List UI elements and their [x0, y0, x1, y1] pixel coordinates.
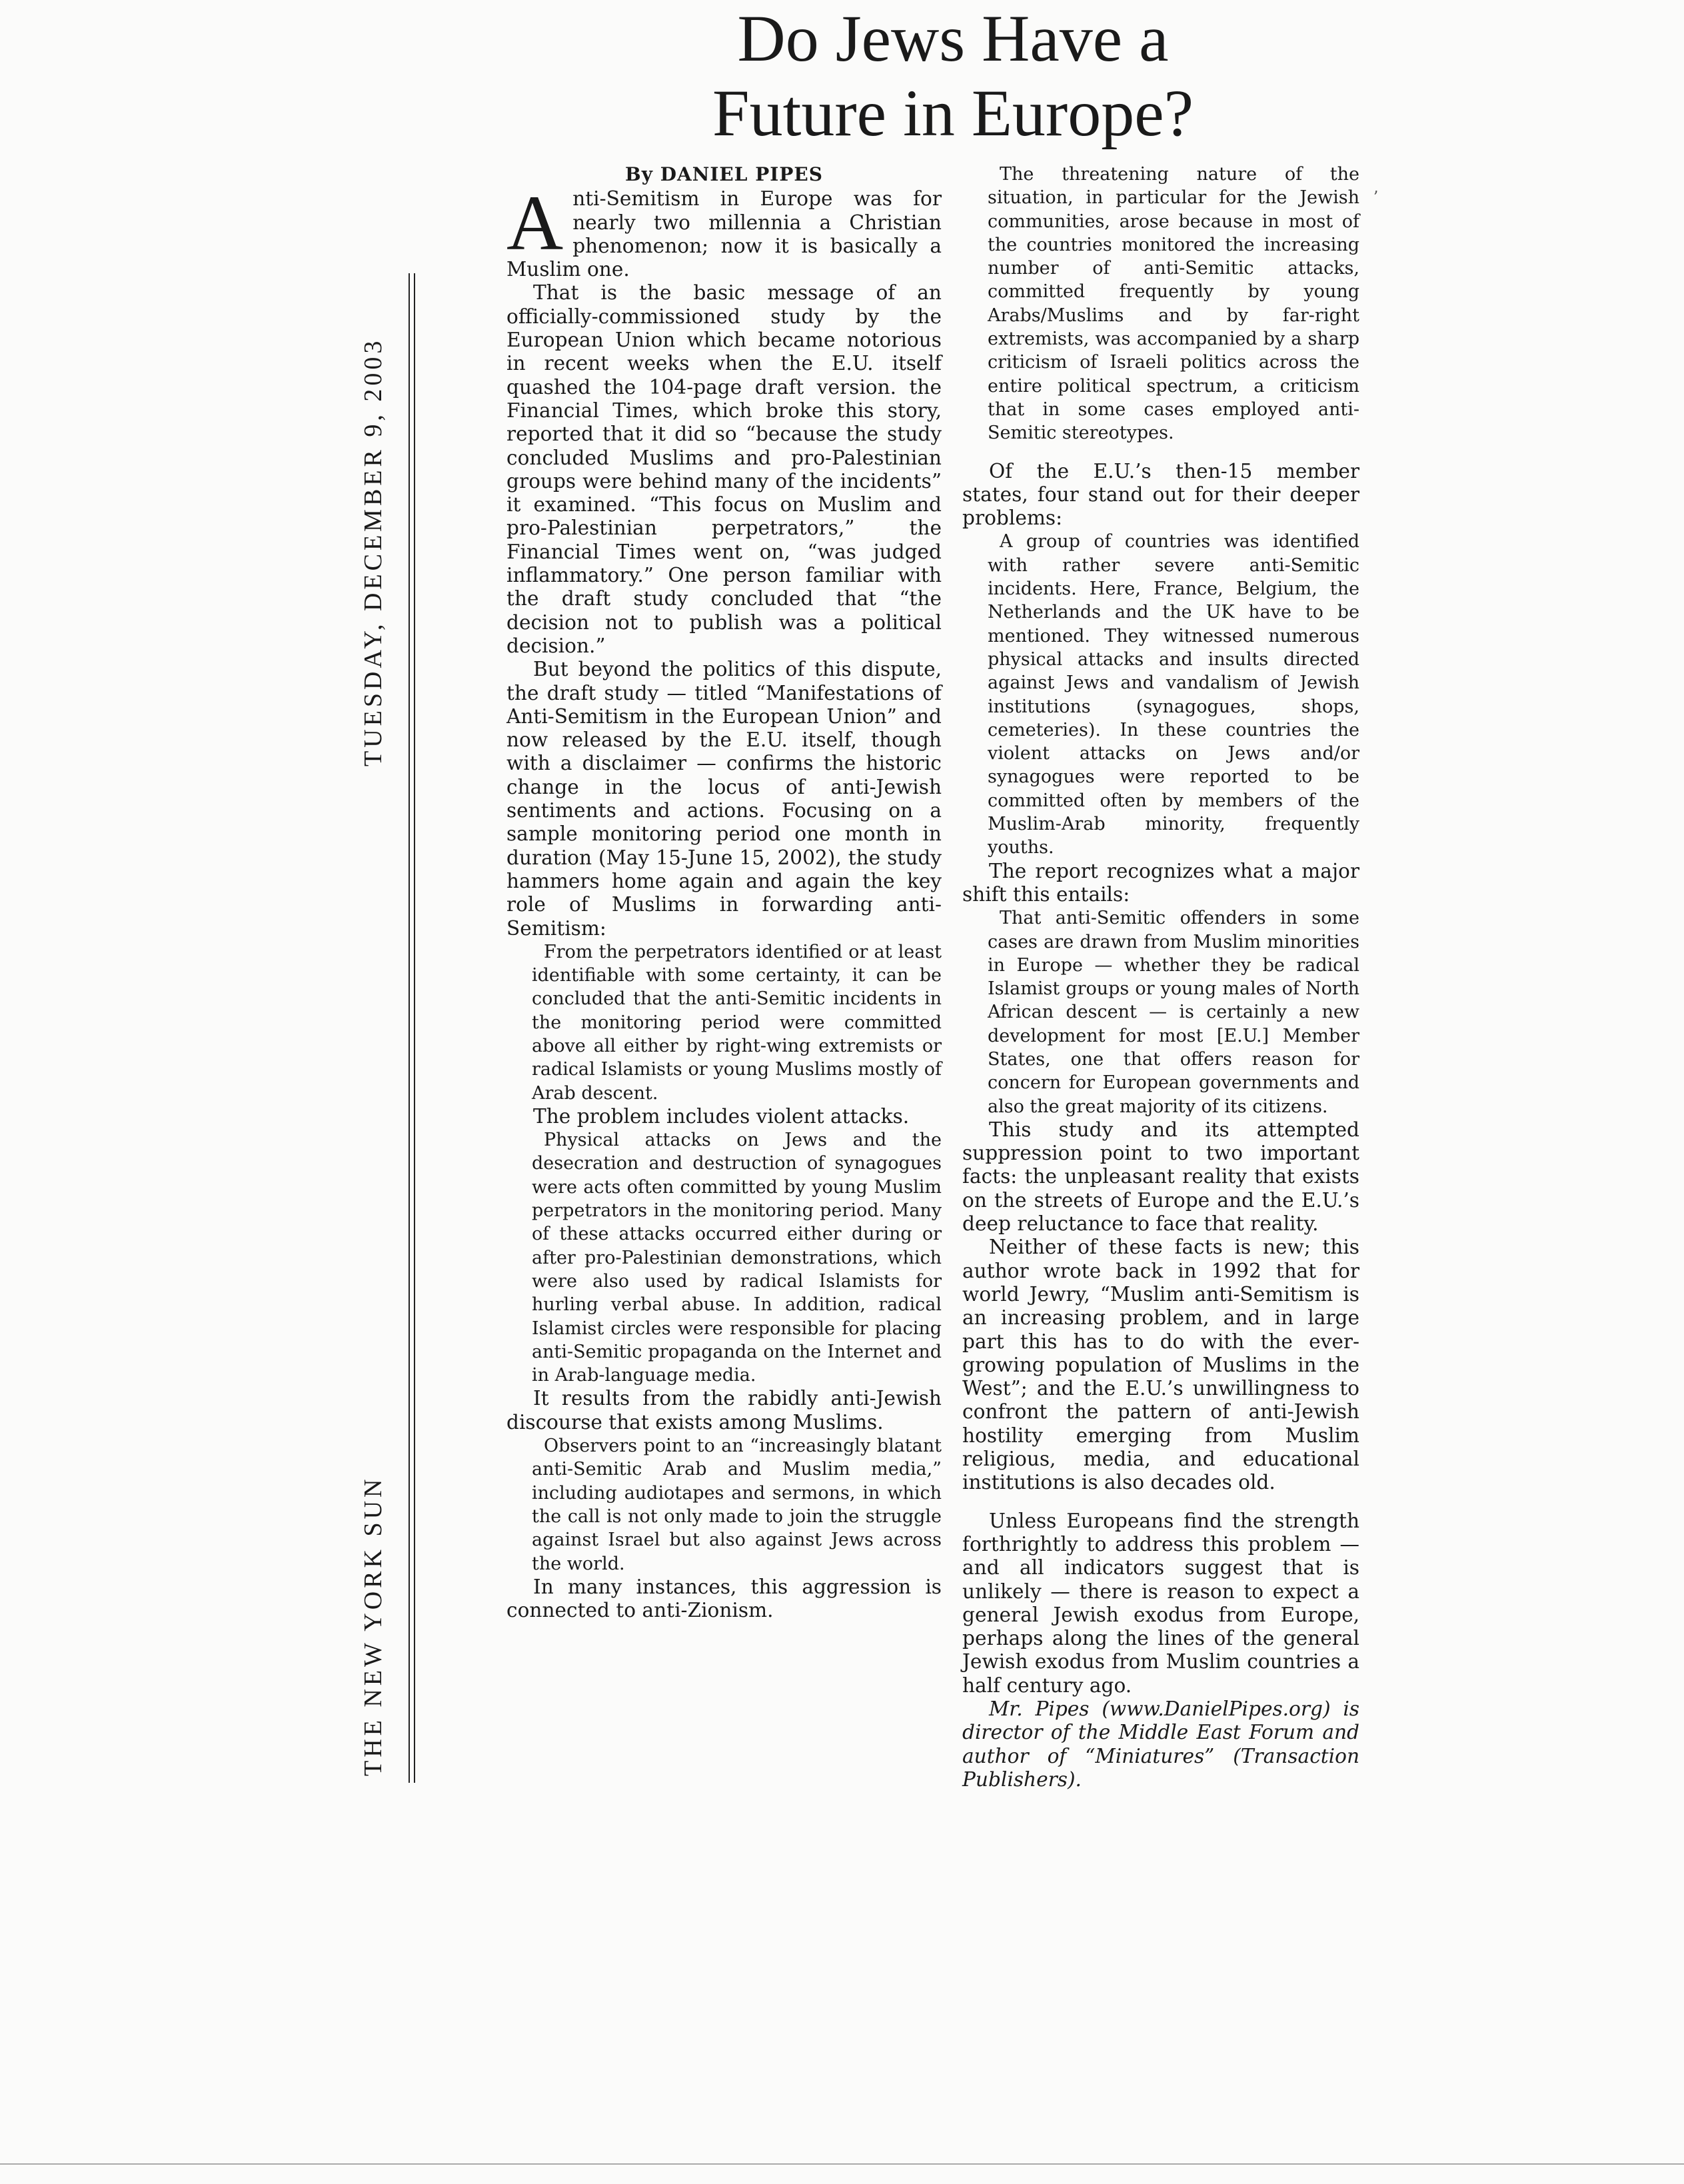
author-bio: Mr. Pipes (www.DanielPipes.org) is director of the Middle East Forum and author of “Miniatures” (Transaction Publishers).: [962, 1697, 1359, 1791]
headline-line1: Do Jews Have a: [737, 1, 1169, 75]
quote: The threatening nature of the situation, in particular for the Jewish communities, arose because in most of the countries monitored the increasing number of anti-Semitic attacks, committed frequently by young Arabs/Muslims and by far-right extremists, was accompanied by a sharp criticism of Israeli politics across the entire political spectrum, a criticism that in some cases employed anti-Semitic stereotypes.: [988, 164, 1359, 444]
sidebar-rule: [409, 273, 415, 1783]
paragraph: Neither of these facts is new; this author wrote back in 1992 that for world Jewry, “Muslim anti-Semitism is an increasing problem, and in large part this has to do with the ever-growing population of Muslims in the West”; and the E.U.’s unwillingness to confront the pattern of anti-Jewish hostility emerging from Muslim religious, media, and educational institutions is also decades old.: [962, 1236, 1359, 1494]
paragraph: Of the E.U.’s then-15 member states, four stand out for their deeper problems:: [962, 459, 1359, 530]
stray-mark: ʼ: [1373, 188, 1378, 207]
headline: [626, 1, 1279, 151]
quote: Physical attacks on Jews and the desecration and destruction of synagogues were acts often committed by young Muslim perpetrators in the monitoring period. Many of these attacks occurred either during or after pro-Palestinian demonstrations, which were also used by radical Islamists for hurling verbal abuse. In addition, radical Islamist circles were responsible for placing anti-Semitic propaganda on the Internet and in Arab-language media.: [532, 1130, 942, 1386]
quote: Observers point to an “increasingly blatant anti-Semitic Arab and Muslim media,” including audiotapes and sermons, in which the call is not only made to join the struggle against Israel but also against Jews across the world.: [532, 1436, 942, 1574]
paragraph: The report recognizes what a major shift this entails:: [962, 859, 1359, 906]
publication-name: THE NEW YORK SUN: [359, 1476, 387, 1776]
paragraph: The problem includes violent attacks.: [533, 1104, 910, 1128]
paragraph: But beyond the politics of this dispute, the draft study — titled “Manifestations of Anti-Semitism in the European Union” and now released by the E.U. itself, though with a disclaimer — confirms the historic change in the locus of anti-Jewish sentiments and actions. Focusing on a sample monitoring period one month in duration (May 15-June 15, 2002), the study hammers home again and again the key role of Muslims in forwarding anti-Semitism:: [506, 658, 942, 940]
quote: That anti-Semitic offenders in some cases are drawn from Muslim minorities in Europe — whether they be radical Islamist groups or young males of North African descent — is certainly a new development for most [E.U.] Member States, one that offers reason for concern for European governments and also the great majority of its citizens.: [988, 908, 1359, 1117]
paragraph: That is the basic message of an officially-commissioned study by the European Union which became notorious in recent weeks when the E.U. itself quashed the 104-page draft version. the Financial Times, which broke this story, reported that it did so “because the study concluded Muslims and pro-Palestinian groups were behind many of the incidents” it examined. “This focus on Muslim and pro-Palestinian perpetrators,” the Financial Times went on, “was judged inflammatory.” One person familiar with the draft study concluded that “the decision not to publish was a political decision.”: [506, 281, 942, 657]
paragraph: Unless Europeans find the strength forthrightly to address this problem — and all indicators suggest that is unlikely — there is reason to expect a general Jewish exodus from Europe, perhaps along the lines of the general Jewish exodus from Muslim countries a half century ago.: [962, 1509, 1359, 1697]
paragraph: [506, 179, 942, 281]
article-column-1: [506, 163, 942, 1622]
paragraph-text: nti-Semitism in Europe was for nearly two millennia a Christian phenomenon; now it is basically a Muslim one.: [506, 187, 942, 281]
article-column-2: [962, 163, 1359, 1791]
page-bottom-rule: [0, 2163, 1684, 2165]
paragraph: This study and its attempted suppression point to two important facts: the unpleasant reality that exists on the streets of Europe and the E.U.’s deep reluctance to face that reality.: [962, 1118, 1359, 1236]
paragraph: It results from the rabidly anti-Jewish discourse that exists among Muslims.: [506, 1387, 942, 1434]
byline: By DANIEL PIPES: [625, 163, 823, 185]
quote: From the perpetrators identified or at least identifiable with some certainty, it can be concluded that the anti-Semitic incidents in the monitoring period were committed above all either by right-wing extremists or radical Islamists or young Muslims mostly of Arab descent.: [532, 941, 942, 1104]
publication-date: TUESDAY, DECEMBER 9, 2003: [359, 337, 387, 766]
headline-line2: Future in Europe?: [712, 76, 1194, 150]
paragraph: In many instances, this aggression is connected to anti-Zionism.: [506, 1575, 942, 1622]
quote: A group of countries was identified with rather severe anti-Semitic incidents. Here, France, Belgium, the Netherlands and the UK have to be mentioned. They witnessed numerous physical attacks and insults directed against Jews and vandalism of Jewish institutions (synagogues, shops, cemeteries). In these countries the violent attacks on Jews and/or synagogues were reported to be committed often by members of the Muslim-Arab minority, frequently youths.: [988, 531, 1359, 858]
drop-cap: A: [506, 179, 564, 267]
